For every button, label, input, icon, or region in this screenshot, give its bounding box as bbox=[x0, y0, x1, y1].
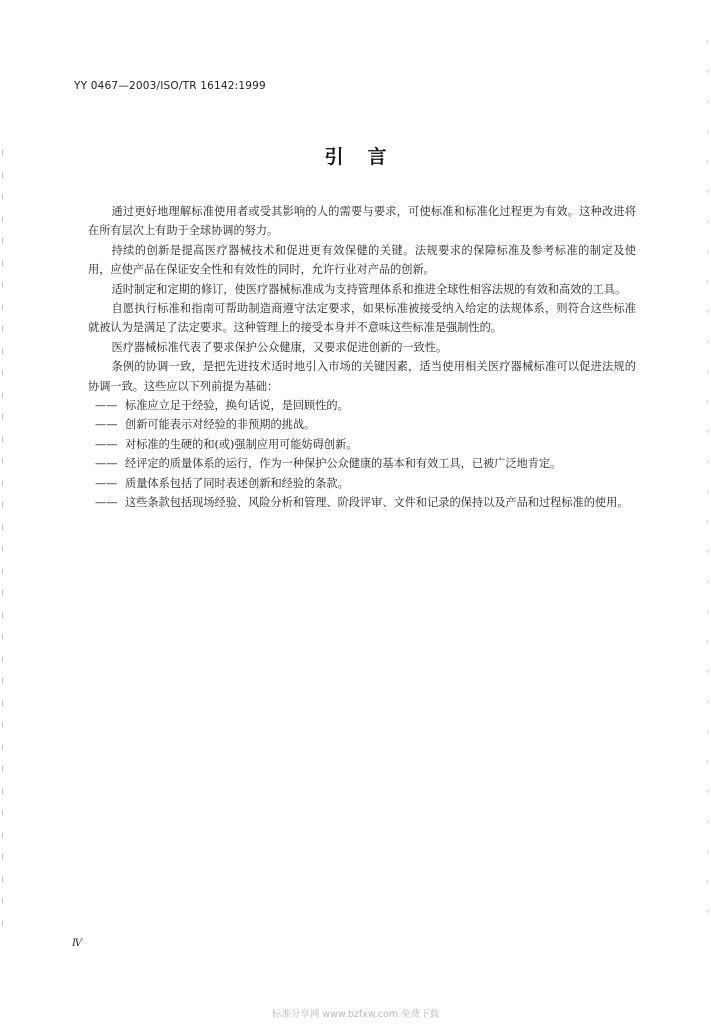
site-watermark: 标准分享网 www.bzfxw.com 免费下载 bbox=[271, 1009, 440, 1020]
premise-list bbox=[88, 396, 636, 512]
list-dash: —— bbox=[95, 437, 118, 451]
paragraph-6: 条例的协调一致，是把先进技术适时地引入市场的关键因素，适当使用相关医疗器械标准可以促进法规的协调一致。这些应以下列前提为基础： bbox=[88, 360, 636, 393]
paragraph-2: 持续的创新是提高医疗器械技术和促进更有效保健的关键。法规要求的保障标准及参考标准的制定及使用，应使产品在保证安全性和有效性的同时，允许行业对产品的创新。 bbox=[88, 243, 636, 277]
scan-edge-right bbox=[707, 40, 708, 940]
list-dash: —— bbox=[95, 418, 118, 432]
paragraph-5: 医疗器械标准代表了要求保护公众健康，又要求促进创新的一致性。 bbox=[111, 340, 448, 354]
paragraph-1: 通过更好地理解标准使用者或受其影响的人的需要与要求，可使标准和标准化过程更为有效。这种改进将在所有层次上有助于全球协调的努力。 bbox=[88, 205, 636, 238]
paragraph-3: 适时制定和定期的修订，使医疗器械标准成为支持管理体系和推进全球性相容法规的有效和高效的工具。 bbox=[111, 282, 627, 296]
list-dash: —— bbox=[95, 399, 118, 413]
list-item-text: 创新可能表示对经验的非预期的挑战。 bbox=[125, 418, 316, 432]
standard-code-header: YY 0467—2003/ISO/TR 16142:1999 bbox=[74, 80, 266, 92]
list-item bbox=[88, 493, 636, 512]
introduction-body bbox=[88, 202, 636, 513]
list-item-text: 对标准的生硬的和(或)强制应用可能妨碍创新。 bbox=[125, 437, 358, 451]
list-item bbox=[88, 396, 636, 415]
list-dash: —— bbox=[95, 496, 118, 510]
list-item-text: 质量体系包括了同时表述创新和经验的条款。 bbox=[125, 476, 349, 490]
list-item bbox=[88, 474, 636, 493]
list-item-text: 经评定的质量体系的运行，作为一种保护公众健康的基本和有效工具，已被广泛地肯定。 bbox=[125, 457, 562, 471]
list-item bbox=[88, 415, 636, 434]
list-item bbox=[88, 454, 636, 473]
list-item-text: 标准应立足于经验，换句话说，是回顾性的。 bbox=[125, 399, 349, 413]
list-item-text: 这些条款包括现场经验、风险分析和管理、阶段评审、文件和记录的保持以及产品和过程标准的使用。 bbox=[125, 496, 629, 510]
list-item bbox=[88, 435, 636, 454]
page-number: Ⅳ bbox=[72, 938, 82, 949]
list-dash: —— bbox=[95, 476, 118, 490]
scan-edge-left bbox=[2, 150, 3, 930]
paragraph-4: 自愿执行标准和指南可帮助制造商遵守法定要求，如果标准被接受纳入给定的法规体系，则符合这些标准就被认为是满足了法定要求。这种管理上的接受本身并不意味这些标准是强制性的。 bbox=[88, 302, 636, 335]
page-title: 引言 bbox=[324, 146, 411, 168]
list-dash: —— bbox=[95, 457, 118, 471]
